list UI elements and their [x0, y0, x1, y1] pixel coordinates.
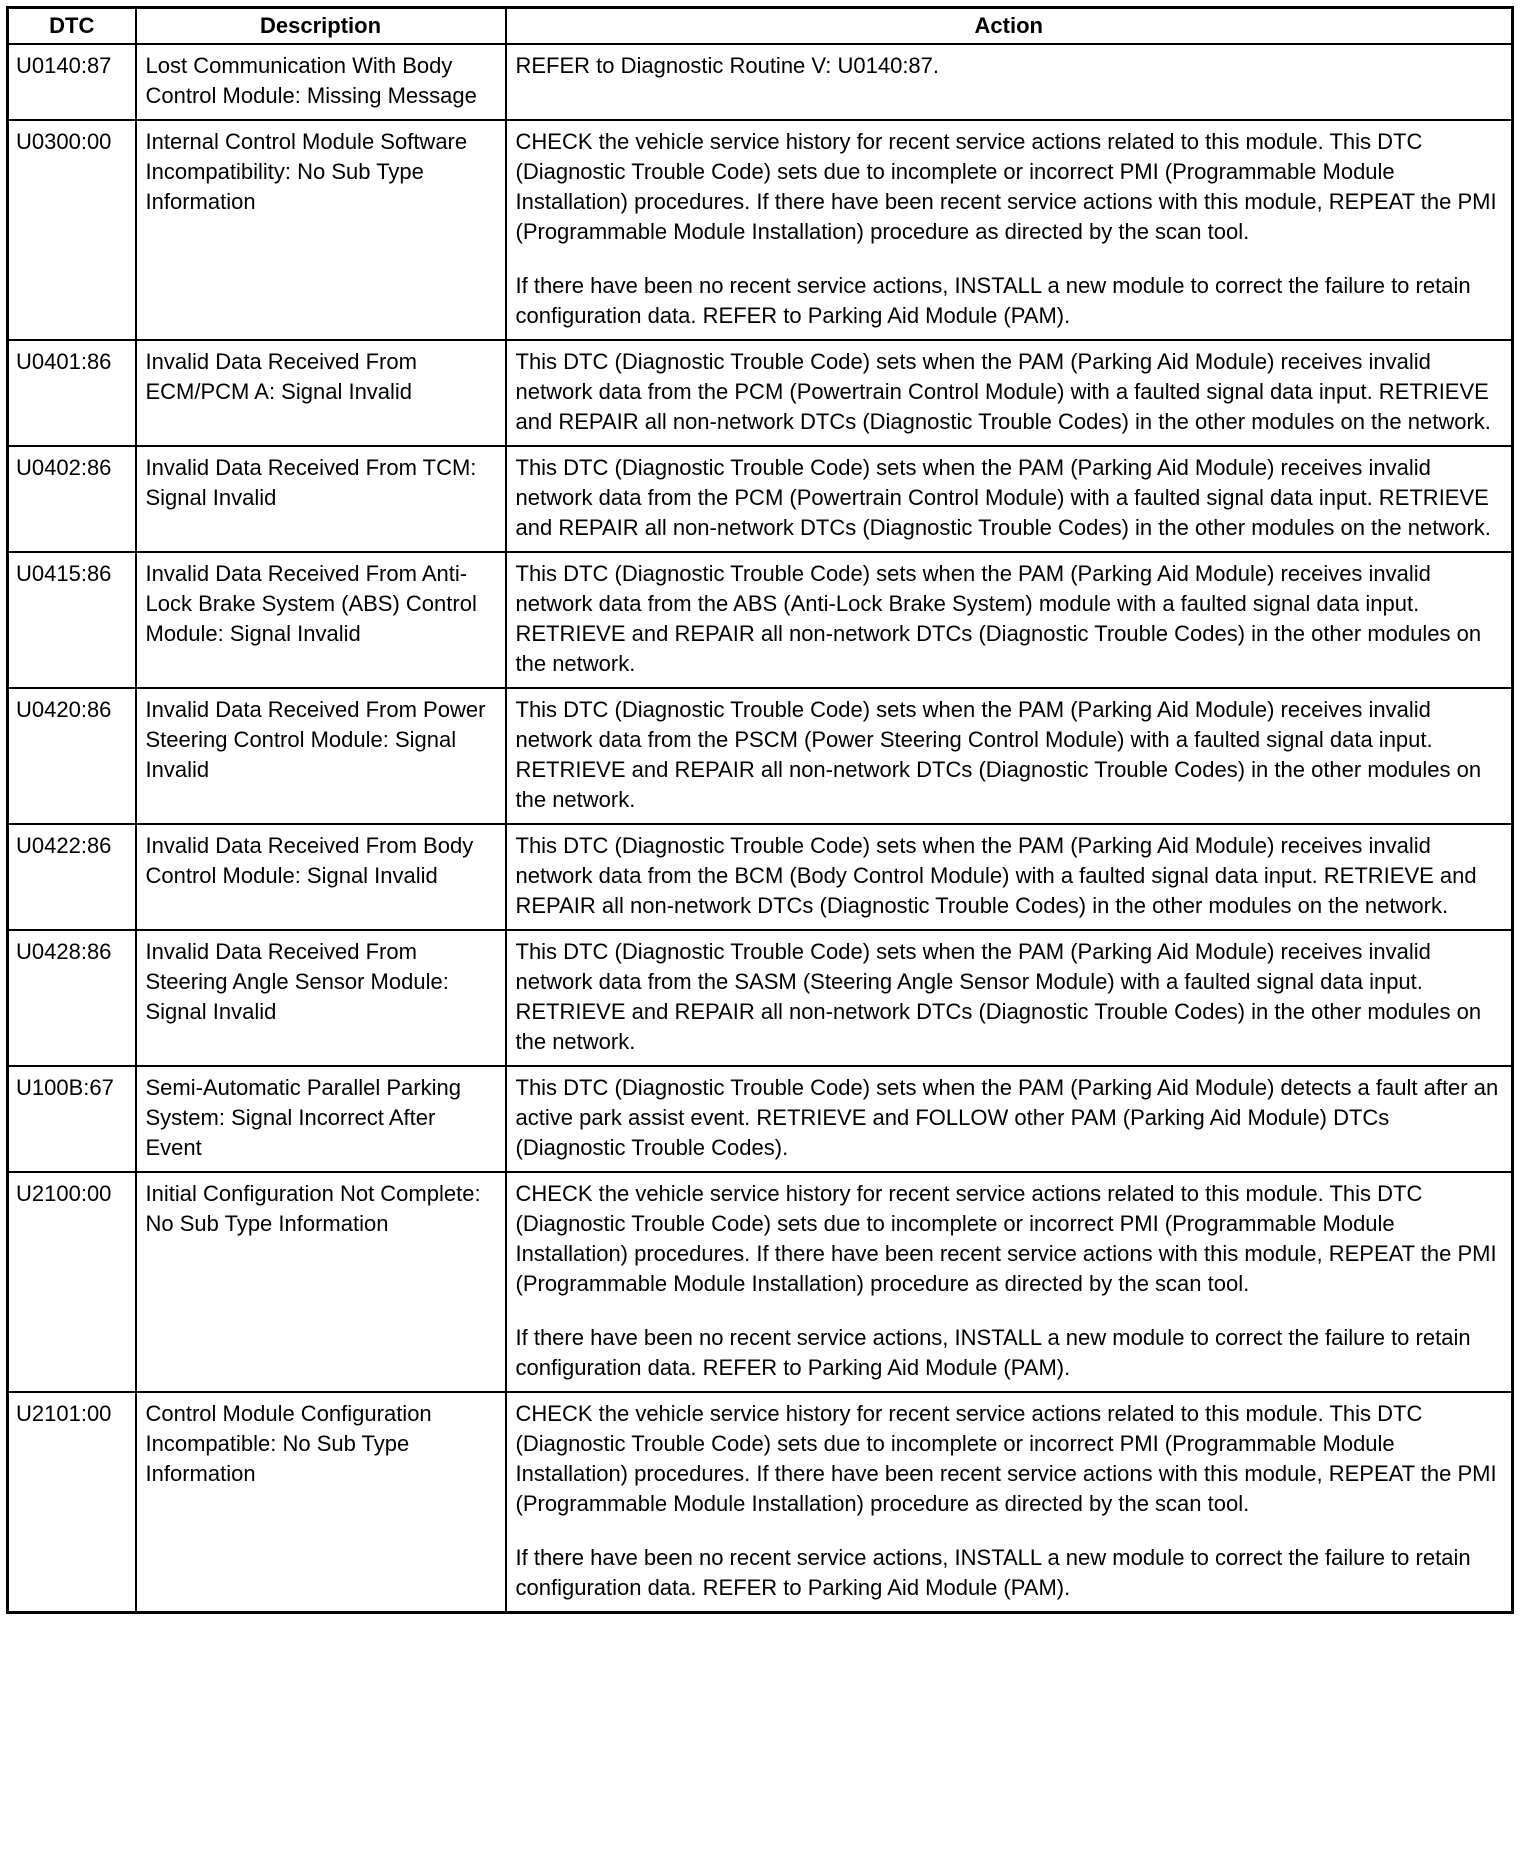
- action-paragraph: This DTC (Diagnostic Trouble Code) sets when the PAM (Parking Aid Module) receives invalid network data from the SASM (Steering Angle Sensor Module) with a faulted signal data input. RETRIEVE and REPAIR all non-network DTCs (Diagnostic Trouble Codes) in the other modules on the network.: [515, 939, 1482, 1054]
- action-paragraph: CHECK the vehicle service history for recent service actions related to this module. This DTC (Diagnostic Trouble Code) sets due to incomplete or incorrect PMI (Programmable Module Installation) procedures. If there have been recent service actions with this module, REPEAT the PMI (Programmable Module Installation) procedure as directed by the scan tool.: [515, 129, 1497, 244]
- action-paragraph: This DTC (Diagnostic Trouble Code) sets when the PAM (Parking Aid Module) receives invalid network data from the BCM (Body Control Module) with a faulted signal data input. RETRIEVE and REPAIR all non-network DTCs (Diagnostic Trouble Codes) in the other modules on the network.: [515, 833, 1477, 918]
- action-paragraph: CHECK the vehicle service history for recent service actions related to this module. This DTC (Diagnostic Trouble Code) sets due to incomplete or incorrect PMI (Programmable Module Installation) procedures. If there have been recent service actions with this module, REPEAT the PMI (Programmable Module Installation) procedure as directed by the scan tool.: [515, 1181, 1497, 1296]
- action-paragraph: This DTC (Diagnostic Trouble Code) sets when the PAM (Parking Aid Module) detects a fault after an active park assist event. RETRIEVE and FOLLOW other PAM (Parking Aid Module) DTCs (Diagnostic Trouble Codes).: [515, 1075, 1499, 1160]
- dtc-action: [506, 1172, 1513, 1392]
- dtc-description: Invalid Data Received From Steering Angle Sensor Module: Signal Invalid: [136, 930, 506, 1066]
- table-header: [8, 8, 1513, 45]
- action-paragraph: This DTC (Diagnostic Trouble Code) sets when the PAM (Parking Aid Module) receives invalid network data from the PCM (Powertrain Control Module) with a faulted signal data input. RETRIEVE and REPAIR all non-network DTCs (Diagnostic Trouble Codes) in the other modules on the network.: [515, 455, 1491, 540]
- table-row: [8, 688, 1513, 824]
- table-row: [8, 824, 1513, 930]
- header-dtc: DTC: [8, 8, 136, 45]
- dtc-code: U0415:86: [8, 552, 136, 688]
- dtc-action: [506, 446, 1513, 552]
- dtc-code: U0140:87: [8, 44, 136, 120]
- dtc-description: Invalid Data Received From TCM: Signal Invalid: [136, 446, 506, 552]
- action-paragraph: CHECK the vehicle service history for recent service actions related to this module. This DTC (Diagnostic Trouble Code) sets due to incomplete or incorrect PMI (Programmable Module Installation) procedures. If there have been recent service actions with this module, REPEAT the PMI (Programmable Module Installation) procedure as directed by the scan tool.: [515, 1401, 1497, 1516]
- action-paragraph: If there have been no recent service actions, INSTALL a new module to correct the failure to retain configuration data. REFER to Parking Aid Module (PAM).: [515, 1545, 1471, 1600]
- dtc-description: Invalid Data Received From ECM/PCM A: Signal Invalid: [136, 340, 506, 446]
- dtc-code: U0428:86: [8, 930, 136, 1066]
- dtc-description: Invalid Data Received From Power Steering Control Module: Signal Invalid: [136, 688, 506, 824]
- table-row: [8, 930, 1513, 1066]
- dtc-action: [506, 120, 1513, 340]
- dtc-action: [506, 1066, 1513, 1172]
- dtc-description: Invalid Data Received From Body Control Module: Signal Invalid: [136, 824, 506, 930]
- header-description: Description: [136, 8, 506, 45]
- dtc-code: U0402:86: [8, 446, 136, 552]
- dtc-action: [506, 44, 1513, 120]
- dtc-code: U0401:86: [8, 340, 136, 446]
- dtc-code: U2100:00: [8, 1172, 136, 1392]
- dtc-code: U0300:00: [8, 120, 136, 340]
- table-row: [8, 446, 1513, 552]
- dtc-action: [506, 1392, 1513, 1613]
- dtc-description: Semi-Automatic Parallel Parking System: Signal Incorrect After Event: [136, 1066, 506, 1172]
- table-row: [8, 552, 1513, 688]
- dtc-action: [506, 688, 1513, 824]
- dtc-description: Lost Communication With Body Control Module: Missing Message: [136, 44, 506, 120]
- dtc-description: Invalid Data Received From Anti-Lock Brake System (ABS) Control Module: Signal Invalid: [136, 552, 506, 688]
- table-row: [8, 340, 1513, 446]
- table-row: [8, 44, 1513, 120]
- dtc-code: U2101:00: [8, 1392, 136, 1613]
- action-paragraph: If there have been no recent service actions, INSTALL a new module to correct the failure to retain configuration data. REFER to Parking Aid Module (PAM).: [515, 1325, 1471, 1380]
- table-row: [8, 120, 1513, 340]
- dtc-description: Control Module Configuration Incompatible: No Sub Type Information: [136, 1392, 506, 1613]
- header-row: [8, 8, 1513, 45]
- table-row: [8, 1066, 1513, 1172]
- dtc-code: U0420:86: [8, 688, 136, 824]
- action-paragraph: This DTC (Diagnostic Trouble Code) sets when the PAM (Parking Aid Module) receives invalid network data from the PSCM (Power Steering Control Module) with a faulted signal data input. RETRIEVE and REPAIR all non-network DTCs (Diagnostic Trouble Codes) in the other modules on the network.: [515, 697, 1482, 812]
- action-paragraph: If there have been no recent service actions, INSTALL a new module to correct the failure to retain configuration data. REFER to Parking Aid Module (PAM).: [515, 273, 1471, 328]
- action-paragraph: This DTC (Diagnostic Trouble Code) sets when the PAM (Parking Aid Module) receives invalid network data from the ABS (Anti-Lock Brake System) module with a faulted signal data input. RETRIEVE and REPAIR all non-network DTCs (Diagnostic Trouble Codes) in the other modules on the network.: [515, 561, 1482, 676]
- table-body: [8, 44, 1513, 1613]
- table-row: [8, 1172, 1513, 1392]
- dtc-code: U0422:86: [8, 824, 136, 930]
- header-action: Action: [506, 8, 1513, 45]
- dtc-description: Initial Configuration Not Complete: No Sub Type Information: [136, 1172, 506, 1392]
- action-paragraph: This DTC (Diagnostic Trouble Code) sets when the PAM (Parking Aid Module) receives invalid network data from the PCM (Powertrain Control Module) with a faulted signal data input. RETRIEVE and REPAIR all non-network DTCs (Diagnostic Trouble Codes) in the other modules on the network.: [515, 349, 1491, 434]
- dtc-action: [506, 824, 1513, 930]
- dtc-code: U100B:67: [8, 1066, 136, 1172]
- dtc-description: Internal Control Module Software Incompatibility: No Sub Type Information: [136, 120, 506, 340]
- dtc-action: [506, 930, 1513, 1066]
- action-paragraph: REFER to Diagnostic Routine V: U0140:87.: [515, 53, 940, 78]
- dtc-table: [6, 6, 1514, 1614]
- dtc-action: [506, 552, 1513, 688]
- table-row: [8, 1392, 1513, 1613]
- dtc-action: [506, 340, 1513, 446]
